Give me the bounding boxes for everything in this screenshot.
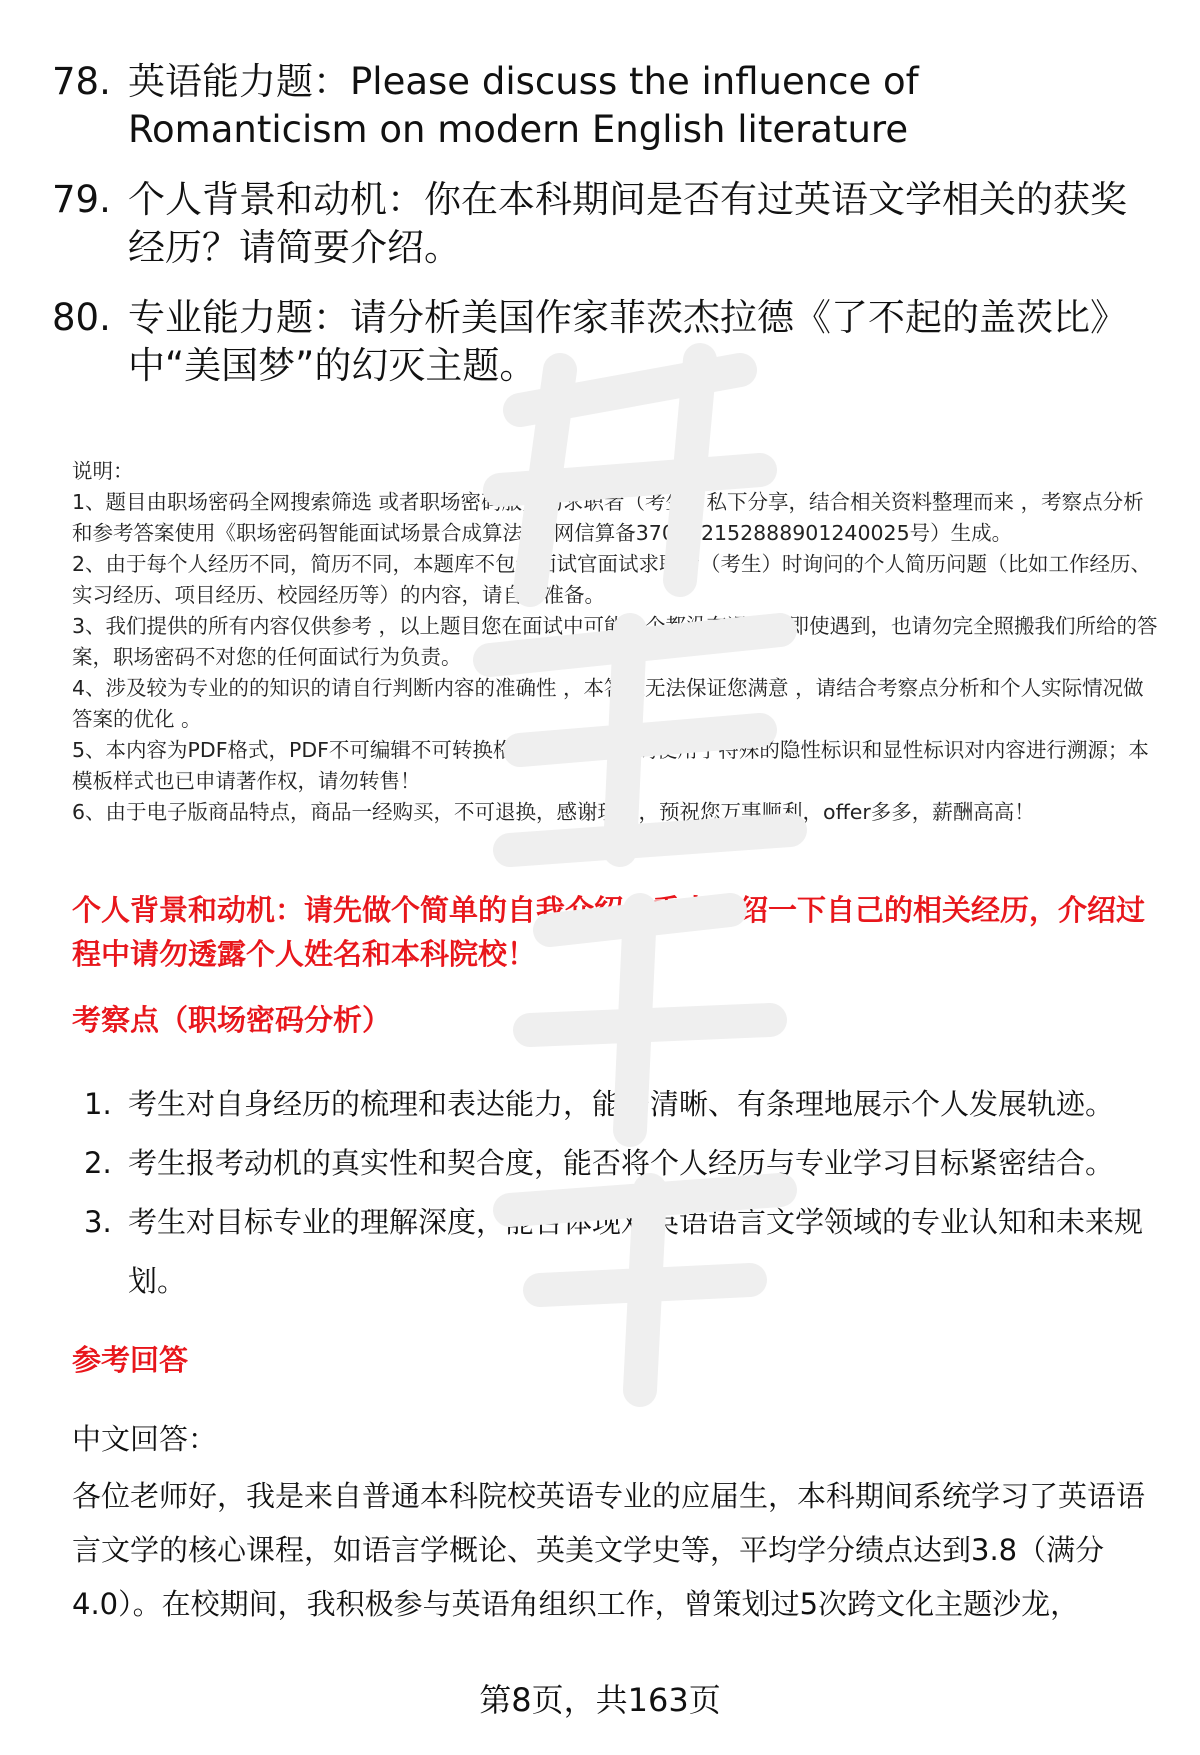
notes-item: 5、本内容为PDF格式，PDF不可编辑不可转换格式，且职场密码使用了特殊的隐性标识和显性标识对内容进行溯源；本模板样式也已申请著作权，请勿转售！ xyxy=(72,738,1149,793)
question-text: 专业能力题：请分析美国作家菲茨杰拉德《了不起的盖茨比》中“美国梦”的幻灭主题。 xyxy=(128,296,1127,387)
question-number: 79. xyxy=(52,178,111,221)
question-list xyxy=(52,58,1162,412)
analysis-point xyxy=(84,1075,1154,1134)
question-text: 个人背景和动机：你在本科期间是否有过英语文学相关的获奖经历？请简要介绍。 xyxy=(128,178,1127,269)
question-item xyxy=(52,176,1162,272)
analysis-point xyxy=(84,1193,1154,1311)
question-item xyxy=(52,294,1162,390)
point-number: 3. xyxy=(84,1205,112,1239)
reference-heading: 参考回答 xyxy=(72,1343,189,1377)
point-text: 考生报考动机的真实性和契合度，能否将个人经历与专业学习目标紧密结合。 xyxy=(128,1146,1115,1180)
question-number: 80. xyxy=(52,296,111,339)
point-number: 2. xyxy=(84,1146,112,1180)
question-text: 英语能力题：Please discuss the influence of Romanticism on modern English literature xyxy=(128,60,919,151)
notes-item: 3、我们提供的所有内容仅供参考 ，以上题目您在面试中可能一个都没有遇到；即使遇到，也请勿完全照搬我们所给的答案，职场密码不对您的任何面试行为负责。 xyxy=(72,614,1158,669)
notes-item: 6、由于电子版商品特点，商品一经购买，不可退换，感谢理解，预祝您万事顺利，offer多多，薪酬高高！ xyxy=(72,800,1035,824)
question-number: 78. xyxy=(52,60,111,103)
current-question-title: 个人背景和动机：请先做个简单的自我介绍。重点介绍一下自己的相关经历，介绍过程中请勿透露个人姓名和本科院校！ xyxy=(72,893,1146,971)
page-footer: 第8页，共163页 xyxy=(479,1681,721,1719)
point-text: 考生对自身经历的梳理和表达能力，能否清晰、有条理地展示个人发展轨迹。 xyxy=(128,1087,1115,1121)
notes-section xyxy=(72,456,1162,828)
point-number: 1. xyxy=(84,1087,112,1121)
notes-item: 2、由于每个人经历不同，简历不同，本题库不包含面试官面试求职者（考生）时询问的个人简历问题（比如工作经历、实习经历、项目经历、校园经历等）的内容，请自行准备。 xyxy=(72,552,1152,607)
notes-item: 1、题目由职场密码全网搜索筛选 或者职场密码服务的求职者（考生）私下分享，结合相关资料整理而来 ，考察点分析和参考答案使用《职场密码智能面试场景合成算法》（网信算备370112152888901240025号）生成。 xyxy=(72,490,1144,545)
notes-item: 4、涉及较为专业的的知识的请自行判断内容的准确性 ，本答案无法保证您满意 ，请结合考察点分析和个人实际情况做答案的优化 。 xyxy=(72,676,1144,731)
notes-title: 说明： xyxy=(72,459,134,483)
point-text: 考生对目标专业的理解深度，能否体现对英语语言文学领域的专业认知和未来规划。 xyxy=(128,1205,1144,1298)
analysis-points xyxy=(84,1075,1154,1311)
answer-body: 各位老师好，我是来自普通本科院校英语专业的应届生，本科期间系统学习了英语语言文学的核心课程，如语言学概论、英美文学史等，平均学分绩点达到3.8（满分4.0）。在校期间，我积极参与英语角组织工作，曾策划过5次跨文化主题沙龙， xyxy=(72,1479,1146,1621)
analysis-heading: 考察点（职场密码分析） xyxy=(72,1003,392,1037)
question-item xyxy=(52,58,1162,154)
analysis-point xyxy=(84,1134,1154,1193)
answer-label: 中文回答： xyxy=(72,1422,218,1456)
